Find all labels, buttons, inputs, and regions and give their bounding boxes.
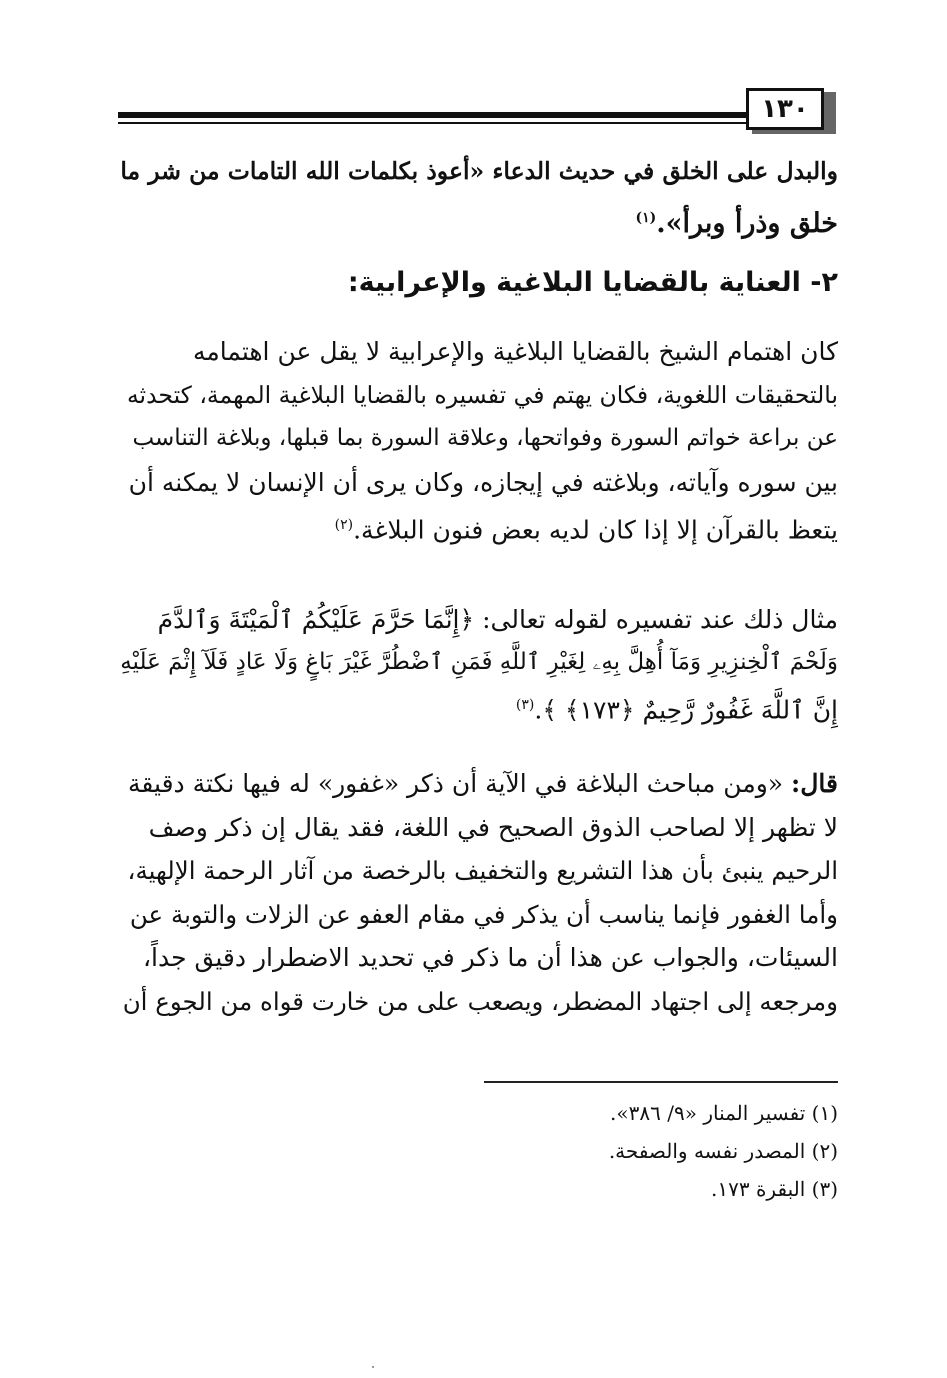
paragraph-3-line-3 (120, 684, 838, 731)
paragraph-4-line-5: السيئات، والجواب عن هذا أن ما ذكر في تحديد الاضطرار دقيق جداً، (142, 943, 838, 972)
paragraph-2-line-1: كان اهتمام الشيخ بالقضايا البلاغية والإعرابية لا يقل عن اهتمامه (192, 337, 838, 366)
paragraph-2-line-3: عن براعة خواتم السورة وفواتحها، وعلاقة السورة بما قبلها، وبلاغة التناسب (132, 425, 838, 451)
footnote-2: (٢) المصدر نفسه والصفحة. (608, 1139, 838, 1163)
paragraph-1-line-1: والبدل على الخلق في حديث الدعاء «أعوذ بكلمات الله التامات من شر ما (120, 157, 838, 185)
footnote-separator (484, 1081, 838, 1083)
header-rule-thin (118, 122, 750, 124)
scan-speck (372, 1366, 374, 1368)
paragraph-3-line-2: وَلَحْمَ ٱلْخِنزِيرِ وَمَآ أُهِلَّ بِهِۦ لِغَيْرِ ٱللَّهِ فَمَنِ ٱضْطُرَّ غَيْرَ بَاغٍ وَلَا عَادٍ فَلَآ إِثْمَ عَلَيْهِ (120, 649, 838, 675)
page-number: ١٣٠ (746, 88, 824, 130)
paragraph-2 (120, 330, 838, 552)
paragraph-4-line-6: ومرجعه إلى اجتهاد المضطر، ويصعب على من خارت قواه من الجوع أن (122, 986, 838, 1016)
section-heading: ٢- العناية بالقضايا البلاغية والإعرابية: (347, 267, 838, 298)
paragraph-2-line-2: بالتحقيقات اللغوية، فكان يهتم في تفسيره بالقضايا البلاغية المهمة، كتحدثه (126, 380, 838, 409)
paragraph-1-line-2 (120, 195, 838, 247)
paragraph-4 (120, 762, 838, 1023)
paragraph-1-line-2-text: خلق وذرأ وبرأ». (656, 208, 838, 239)
paragraph-4-lead: قال: (791, 769, 838, 798)
paragraph-2-line-4: بين سوره وآياته، وبلاغته في إيجازه، وكان يرى أن الإنسان لا يمكنه أن (128, 467, 838, 497)
paragraph-4-line-1 (120, 762, 838, 806)
paragraph-3 (120, 598, 838, 731)
footnotes (120, 1094, 838, 1208)
footnote-1: (١) تفسير المنار «٩/ ٣٨٦». (610, 1101, 838, 1125)
paragraph-1 (120, 148, 838, 247)
footnote-ref-2: (٢) (334, 517, 354, 533)
footnote-3: (٣) البقرة ١٧٣. (711, 1177, 838, 1201)
paragraph-4-line-3: الرحيم ينبئ بأن هذا التشريع والتخفيف بالرخصة من آثار الرحمة الإلهية، (127, 856, 838, 885)
paragraph-3-line-1: مثال ذلك عند تفسيره لقوله تعالى: ﴿إِنَّمَا حَرَّمَ عَلَيْكُمُ ٱلْمَيْتَةَ وَٱلدَّمَ (157, 605, 838, 634)
footnote-ref-1: (١) (635, 210, 657, 226)
paragraph-4-line-4: وأما الغفور فإنما يناسب أن يذكر في مقام العفو عن الزلات والتوبة عن (129, 899, 838, 929)
paragraph-4-line-2: لا تظهر إلا لصاحب الذوق الصحيح في اللغة، فقد يقال إن ذكر وصف (148, 812, 838, 842)
page-header (118, 82, 836, 134)
page-number-shadow (824, 92, 836, 134)
page-number-shadow-bottom (752, 130, 836, 134)
header-rule-thick (118, 112, 750, 118)
paragraph-4-line-1-text: «ومن مباحث البلاغة في الآية أن ذكر «غفور» له فيها نكتة دقيقة (127, 769, 784, 798)
footnote-ref-3: (٣) (515, 697, 535, 713)
paragraph-2-line-5-text: يتعظ بالقرآن إلا إذا كان لديه بعض فنون البلاغة. (353, 515, 838, 545)
paragraph-3-line-3-text: إِنَّ ٱللَّهَ غَفُورٌ رَّحِيمٌ ﴿١٧٣﴾ ﴾. (534, 695, 838, 725)
paragraph-2-line-5 (120, 504, 838, 552)
